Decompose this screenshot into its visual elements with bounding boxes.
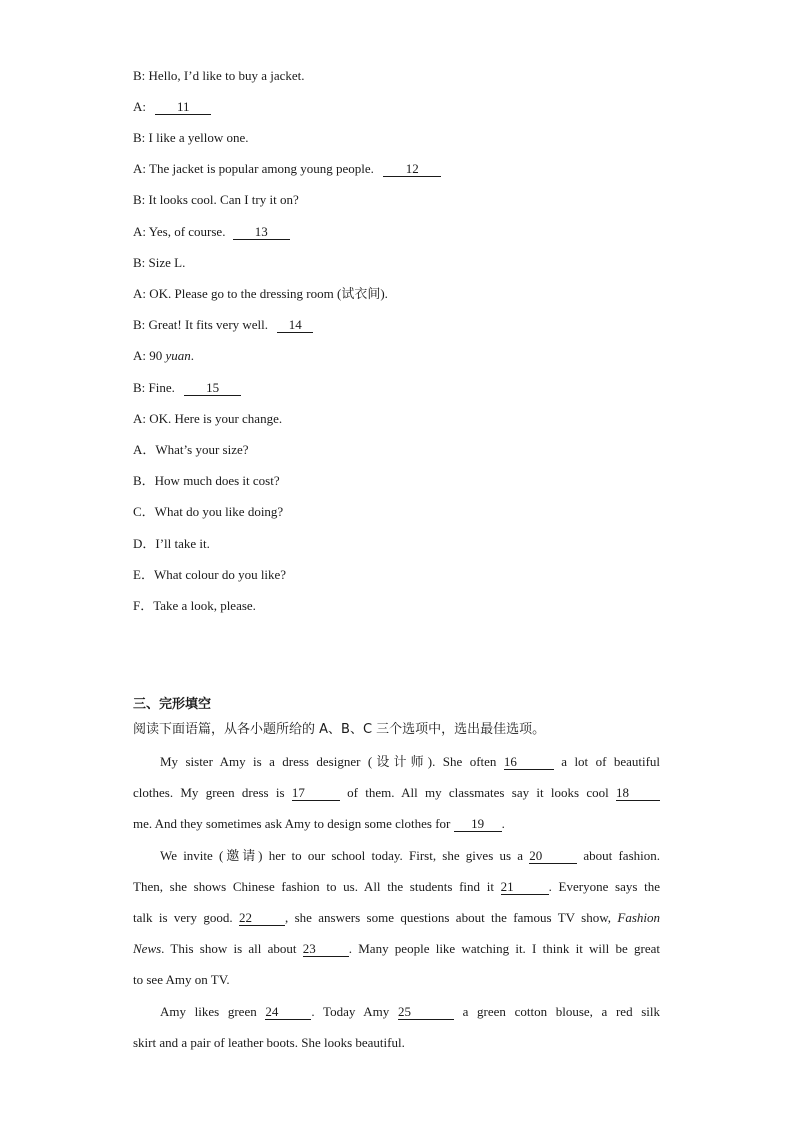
dialogue-line-8: A: OK. Please go to the dressing room (试衣间).: [133, 286, 388, 301]
blank-23[interactable]: 23: [303, 941, 349, 957]
blank-20[interactable]: 20: [529, 848, 577, 864]
passage-line: me. And they sometimes ask Amy to design some clothes for 19 .: [133, 816, 505, 831]
blank-22[interactable]: 22: [239, 910, 285, 926]
passage-line: My sister Amy is a dress designer (设计师). She often 16 a lot of beautiful: [160, 754, 661, 769]
passage-line: News. This show is all about 23 . Many people like watching it. I think it will be great: [133, 941, 661, 956]
passage-line: Then, she shows Chinese fashion to us. All the students find it 21 . Everyone says the: [133, 879, 661, 894]
blank-24[interactable]: 24: [265, 1004, 311, 1020]
dialogue-line-3: B: I like a yellow one.: [133, 130, 249, 145]
section-instruction: 阅读下面语篇，从各小题所给的 A、B、C 三个选项中，选出最佳选项。: [133, 722, 546, 737]
blank-19[interactable]: 19: [454, 816, 502, 832]
blank-11[interactable]: 11: [155, 99, 211, 115]
blank-17[interactable]: 17: [292, 785, 340, 801]
passage-line: We invite (邀请) her to our school today. First, she gives us a 20 about fashion.: [160, 848, 660, 863]
dialogue-line-4: A: The jacket is popular among young people. 12: [133, 160, 441, 178]
dialogue-line-9: B: Great! It fits very well. 14: [133, 316, 313, 334]
dialogue-line-6: A: Yes, of course. 13: [133, 223, 290, 241]
passage-line: skirt and a pair of leather boots. She looks beautiful.: [133, 1035, 405, 1050]
passage-line: clothes. My green dress is 17 of them. All my classmates say it looks cool 18: [133, 784, 660, 802]
option-f[interactable]: F．Take a look, please.: [133, 598, 256, 613]
dialogue-line-5: B: It looks cool. Can I try it on?: [133, 192, 299, 207]
passage-line: to see Amy on TV.: [133, 972, 230, 987]
dialogue-line-2: A: 11: [133, 98, 211, 116]
blank-13[interactable]: 13: [233, 224, 290, 240]
dialogue-line-1: B: Hello, I’d like to buy a jacket.: [133, 68, 305, 83]
dialogue-line-7: B: Size L.: [133, 255, 186, 270]
blank-21[interactable]: 21: [501, 879, 549, 895]
blank-16[interactable]: 16: [504, 754, 554, 770]
option-c[interactable]: C．What do you like doing?: [133, 504, 284, 519]
section-heading: 三、完形填空: [133, 697, 212, 712]
dialogue-line-10: A: 90 yuan.: [133, 348, 195, 363]
blank-25[interactable]: 25: [398, 1004, 454, 1020]
passage-line: talk is very good. 22 , she answers some questions about the famous TV show, Fashion: [133, 910, 661, 925]
blank-15[interactable]: 15: [184, 380, 241, 396]
option-b[interactable]: B．How much does it cost?: [133, 473, 280, 488]
option-e[interactable]: E．What colour do you like?: [133, 567, 287, 582]
option-a[interactable]: A．What’s your size?: [133, 442, 249, 457]
blank-12[interactable]: 12: [383, 161, 441, 177]
blank-14[interactable]: 14: [277, 317, 313, 333]
blank-18[interactable]: 18: [616, 785, 660, 801]
dialogue-line-12: A: OK. Here is your change.: [133, 411, 283, 426]
passage-line: Amy likes green 24 . Today Amy 25 a green cotton blouse, a red silk: [160, 1004, 661, 1019]
dialogue-line-11: B: Fine. 15: [133, 379, 241, 397]
option-d[interactable]: D．I’ll take it.: [133, 536, 210, 551]
